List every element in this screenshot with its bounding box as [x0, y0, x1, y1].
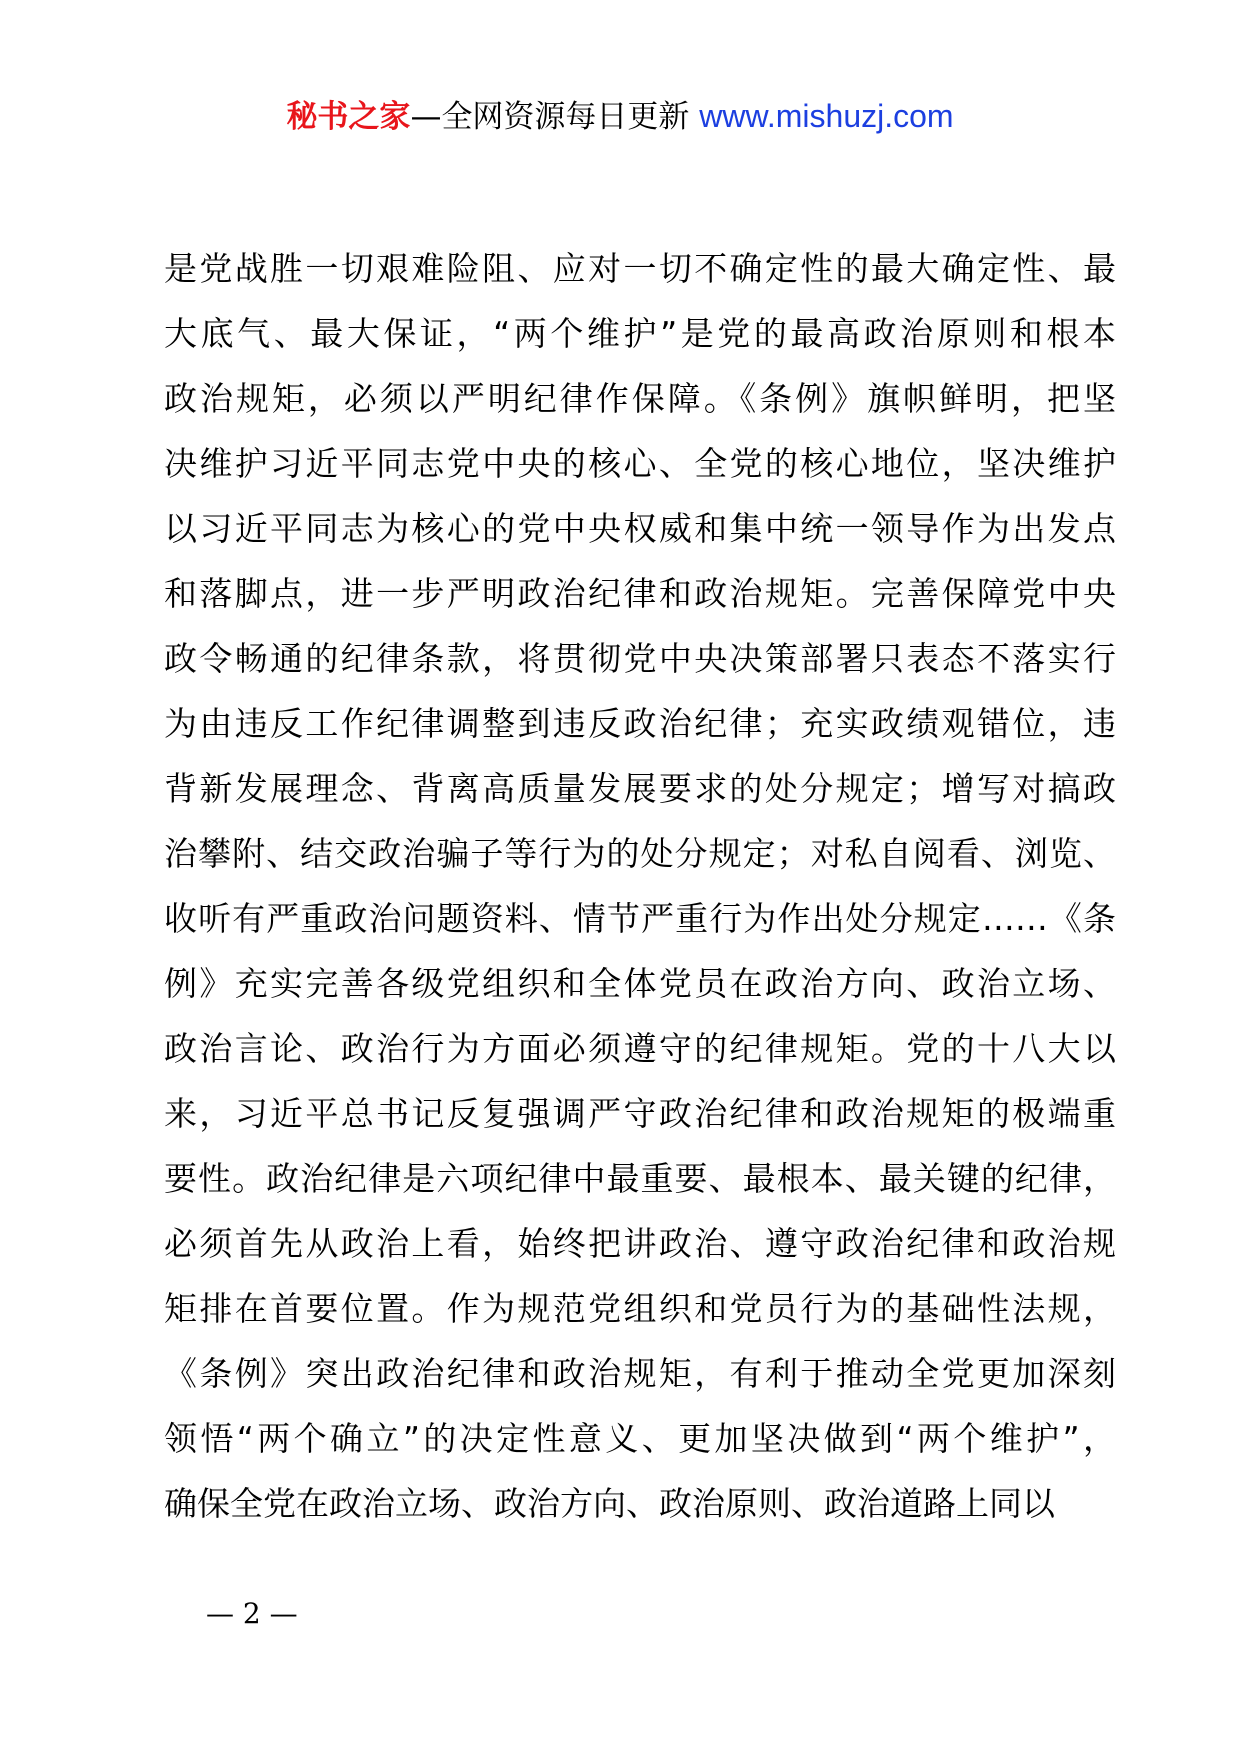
body-line: 和落脚点，进一步严明政治纪律和政治规矩。完善保障党中央	[164, 574, 1116, 613]
site-header	[0, 96, 1240, 137]
body-line: 《条例》突出政治纪律和政治规矩，有利于推动全党更加深刻	[164, 1354, 1116, 1393]
body-line: 来，习近平总书记反复强调严守政治纪律和政治规矩的极端重	[164, 1094, 1116, 1133]
body-line: 领悟“两个确立”的决定性意义、更加坚决做到“两个维护”，	[164, 1419, 1116, 1458]
body-line: 大底气、最大保证，“两个维护”是党的最高政治原则和根本	[164, 314, 1116, 353]
body-line: 政令畅通的纪律条款，将贯彻党中央决策部署只表态不落实行	[164, 639, 1116, 678]
site-slogan: —全网资源每日更新	[410, 99, 700, 135]
site-brand: 秘书之家	[286, 99, 411, 135]
body-line: 是党战胜一切艰难险阻、应对一切不确定性的最大确定性、最	[164, 249, 1116, 288]
body-line: 为由违反工作纪律调整到违反政治纪律；充实政绩观错位，违	[164, 704, 1116, 743]
body-line: 政治规矩，必须以严明纪律作保障。《条例》旗帜鲜明，把坚	[164, 379, 1116, 418]
body-line: 治攀附、结交政治骗子等行为的处分规定；对私自阅看、浏览、	[164, 834, 1116, 873]
body-line: 以习近平同志为核心的党中央权威和集中统一领导作为出发点	[164, 509, 1116, 548]
body-line: 收听有严重政治问题资料、情节严重行为作出处分规定……《条	[164, 899, 1116, 938]
document-body	[164, 236, 1116, 1536]
body-line: 矩排在首要位置。作为规范党组织和党员行为的基础性法规，	[164, 1289, 1116, 1328]
body-line: 要性。政治纪律是六项纪律中最重要、最根本、最关键的纪律，	[164, 1159, 1116, 1198]
body-line: 政治言论、政治行为方面必须遵守的纪律规矩。党的十八大以	[164, 1029, 1116, 1068]
body-line: 决维护习近平同志党中央的核心、全党的核心地位，坚决维护	[164, 444, 1116, 483]
body-line: 确保全党在政治立场、政治方向、政治原则、政治道路上同以	[164, 1484, 1055, 1523]
body-line: 例》充实完善各级党组织和全体党员在政治方向、政治立场、	[164, 964, 1116, 1003]
page-number: — 2 —	[206, 1597, 298, 1630]
body-line: 背新发展理念、背离高质量发展要求的处分规定；增写对搞政	[164, 769, 1116, 808]
site-url-link[interactable]: www.mishuzj.com	[699, 98, 954, 134]
body-line: 必须首先从政治上看，始终把讲政治、遵守政治纪律和政治规	[164, 1224, 1116, 1263]
